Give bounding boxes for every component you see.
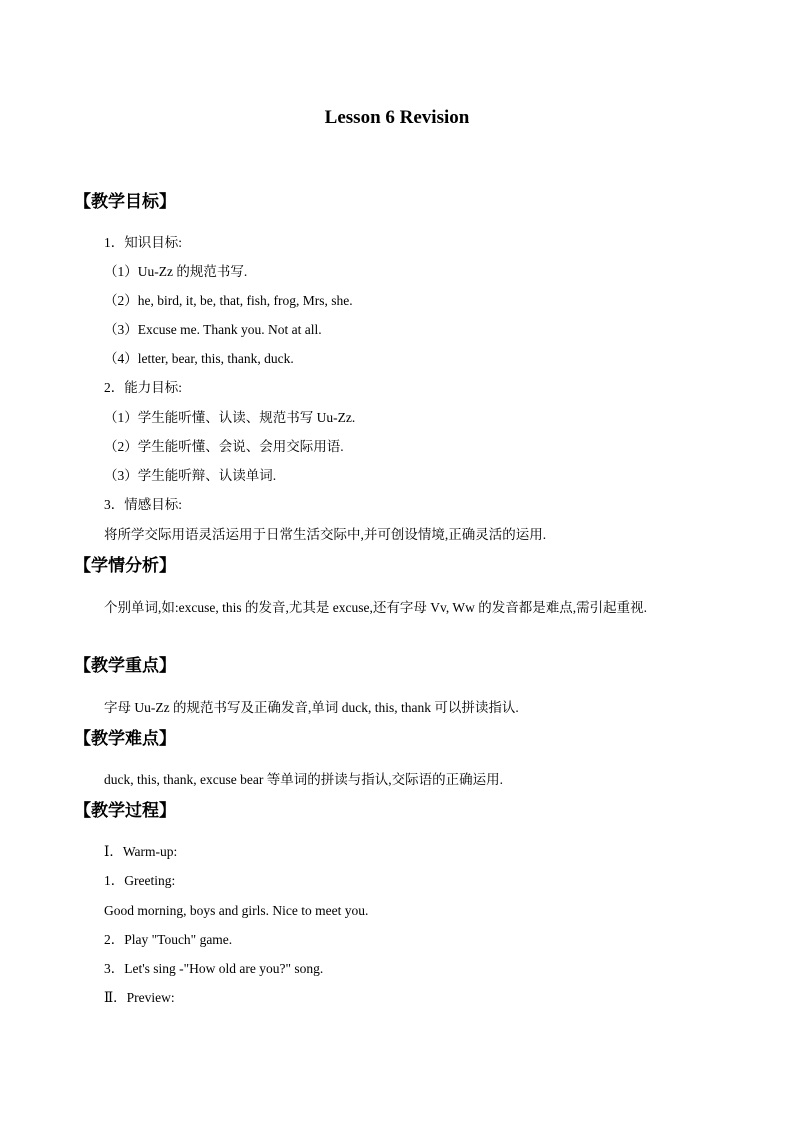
objective-line: （1）学生能听懂、认读、规范书写 Uu-Zz. xyxy=(104,410,356,425)
heading-key-points: 【教学重点】 xyxy=(74,656,176,676)
process-line: Ⅱ．Preview: xyxy=(104,990,175,1005)
process-line: 2．Play "Touch" game. xyxy=(104,932,233,947)
process-line: 1．Greeting: xyxy=(104,873,176,888)
objective-line: （2）学生能听懂、会说、会用交际用语. xyxy=(104,439,344,454)
process-line: 3．Let's sing -"How old are you?" song. xyxy=(104,961,324,976)
analysis-text: 个别单词,如:excuse, this 的发音,尤其是 excuse,还有字母 Vv, Ww 的发音都是难点,需引起重视. xyxy=(104,600,647,615)
objective-line: （4）letter, bear, this, thank, duck. xyxy=(104,351,294,366)
objective-line: （1）Uu-Zz 的规范书写. xyxy=(104,264,248,279)
objective-line: （3）学生能听辩、认读单词. xyxy=(104,468,277,483)
objective-line: 1．知识目标: xyxy=(104,235,183,250)
objective-line: 将所学交际用语灵活运用于日常生活交际中,并可创设情境,正确灵活的运用. xyxy=(104,527,547,542)
objective-line: 2．能力目标: xyxy=(104,380,183,395)
difficulties-text: duck, this, thank, excuse bear 等单词的拼读与指认,交际语的正确运用. xyxy=(104,772,503,787)
heading-difficulties: 【教学难点】 xyxy=(74,729,176,749)
process-line: Ⅰ．Warm-up: xyxy=(104,844,178,859)
process-line: Good morning, boys and girls. Nice to meet you. xyxy=(104,903,369,918)
key-points-text: 字母 Uu-Zz 的规范书写及正确发音,单词 duck, this, thank 可以拼读指认. xyxy=(104,700,519,715)
page-title: Lesson 6 Revision xyxy=(324,107,470,128)
objective-line: 3．情感目标: xyxy=(104,497,183,512)
objective-line: （2）he, bird, it, be, that, fish, frog, Mrs, she. xyxy=(104,293,353,308)
heading-analysis: 【学情分析】 xyxy=(74,556,176,576)
heading-process: 【教学过程】 xyxy=(74,801,176,821)
objective-line: （3）Excuse me. Thank you. Not at all. xyxy=(104,322,322,337)
heading-objectives: 【教学目标】 xyxy=(74,192,176,212)
